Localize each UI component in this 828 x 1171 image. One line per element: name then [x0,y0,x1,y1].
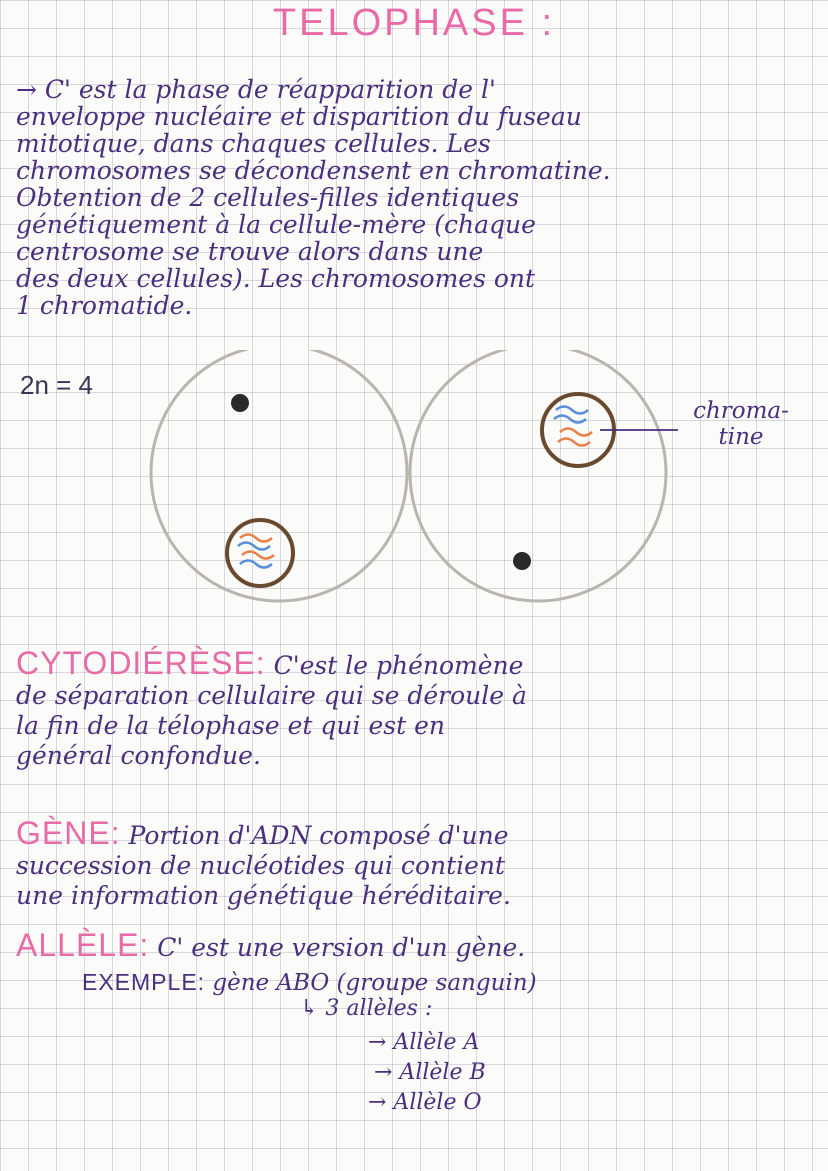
telophase-line: des deux cellules). Les chromosomes ont [16,264,536,293]
allele-example [82,968,537,997]
gene-heading: GÈNE: [16,815,121,851]
telophase-line: Obtention de 2 cellules-filles identiques [16,183,520,212]
gene-line: Portion d'ADN composé d'une [128,821,509,850]
telophase-paragraph [16,76,816,319]
telophase-line: chromosomes se décondensent en chromatine. [16,156,611,185]
allele-count: ↳ 3 allèles : [300,996,433,1021]
cytodierese-line: de séparation cellulaire qui se déroule à [16,681,527,710]
chromatin-label [676,398,806,450]
telophase-line: centrosome se trouve alors dans une [16,237,484,266]
telophase-line: → C' est la phase de réapparition de l' [16,75,496,104]
example-text: gène ABO (groupe sanguin) [212,970,537,996]
daughter-cell-right [410,350,666,601]
telophase-line: 1 chromatide. [16,291,193,320]
allele-line: C' est une version d'un gène. [157,933,526,962]
chromatin-label-line: chroma- [693,398,789,424]
ploidy-label: 2n = 4 [20,370,94,400]
telophase-line: mitotique, dans chaques cellules. Les [16,129,491,158]
telophase-line: enveloppe nucléaire et disparition du fuseau [16,102,582,131]
page-title: TELOPHASE : [272,2,556,44]
cytodierese-line: général confondue. [16,741,261,770]
allele-heading: ALLÈLE: [16,927,150,963]
telophase-diagram [0,350,828,610]
cytodierese-line: C'est le phénomène [273,651,524,680]
telophase-line: génétiquement à la cellule-mère (chaque [16,210,536,239]
example-label: EXEMPLE: [82,969,206,995]
allele-item: → Allèle A [368,1030,480,1055]
chromatin-label-line: tine [718,424,764,450]
allele-item: → Allèle O [368,1090,482,1115]
gene-line: succession de nucléotides qui contient [16,851,506,880]
gene-line: une information génétique héréditaire. [16,881,511,910]
nucleus-left [227,520,293,586]
centrosome-left [231,394,249,412]
daughter-cell-left [151,350,407,601]
centrosome-right [513,552,531,570]
allele-section [16,927,816,963]
gene-section [16,815,816,911]
allele-item: → Allèle B [374,1060,486,1085]
cytodierese-heading: CYTODIÉRÈSE: [16,645,266,681]
cytodierese-line: la fin de la télophase et qui est en [16,711,445,740]
cytodierese-section [16,645,816,771]
